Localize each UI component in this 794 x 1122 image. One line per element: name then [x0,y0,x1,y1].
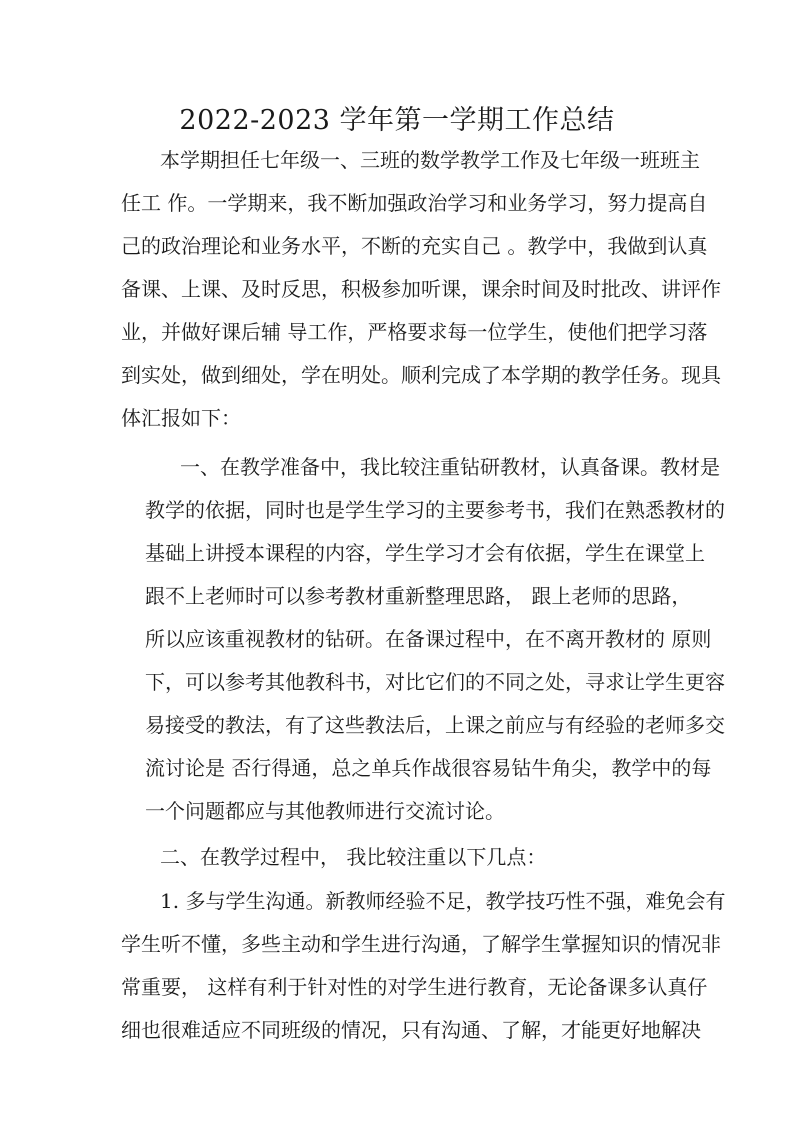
intro-line: 备课、上课、及时反思，积极参加听课，课余时间及时批改、讲评作 [121,277,721,301]
item1-line: 学生听不懂，多些主动和学生进行沟通，了解学生掌握知识的情况非 [121,932,721,956]
intro-line: 体汇报如下： [121,406,241,430]
item1-line: 常重要， 这样有利于针对性的对学生进行教育，无论备课多认真仔 [121,975,708,999]
section1-line: 教学的依据，同时也是学生学习的主要参考书，我们在熟悉教材的 [145,498,725,522]
intro-line: 任工 作。一学期来，我不断加强政治学习和业务学习，努力提高自 [121,191,708,215]
section1-line: 流讨论是 否行得通，总之单兵作战很容易钻牛角尖，教学中的每 [145,756,712,780]
intro-line: 业，并做好课后辅 导工作，严格要求每一位学生，使他们把学习落 [121,320,708,344]
section1-line: 所以应该重视教材的钻研。在备课过程中，在不离开教材的 原则 [145,627,712,651]
intro-line: 到实处，做到细处，学在明处。顺利完成了本学期的教学任务。现具 [121,363,721,387]
section1-line: 一个问题都应与其他教师进行交流讨论。 [145,799,505,823]
section1-line: 下，可以参考其他教科书，对比它们的不同之处，寻求让学生更容 [145,670,725,694]
item1-line: 细也很难适应不同班级的情况，只有沟通、了解，才能更好地解决 [121,1018,701,1042]
intro-line: 本学期担任七年级一、三班的数学教学工作及七年级一班班主 [160,148,700,172]
section1-line: 易接受的教法，有了这些教法后，上课之前应与有经验的老师多交 [145,713,725,737]
document-title: 2022-2023 学年第一学期工作总结 [179,105,615,136]
section2-heading: 二、在教学过程中， 我比较注重以下几点： [160,845,547,869]
section1-line: 基础上讲授本课程的内容，学生学习才会有依据，学生在课堂上 [145,541,705,565]
intro-line: 己的政治理论和业务水平，不断的充实自己 。教学中，我做到认真 [121,234,708,258]
item1-line: 1. 多与学生沟通。新教师经验不足，教学技巧性不强，难免会有 [160,889,726,913]
section1-line: 跟不上老师时可以参考教材重新整理思路， 跟上老师的思路， [145,584,692,608]
section1-line: 一、在教学准备中，我比较注重钻研教材，认真备课。教材是 [180,455,720,479]
